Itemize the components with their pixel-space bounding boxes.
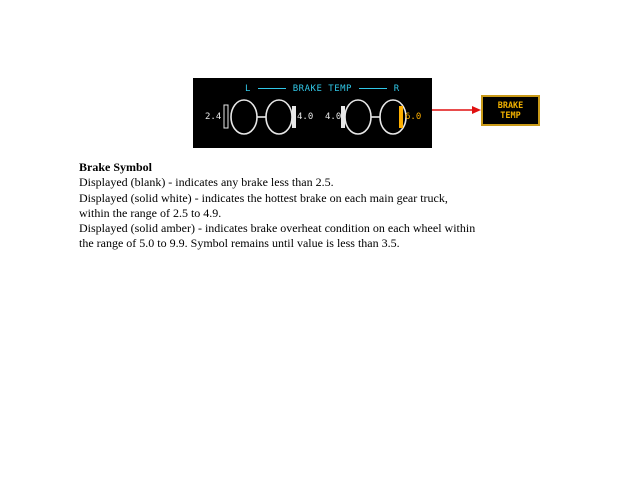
arrow-icon bbox=[432, 104, 482, 116]
description-line: within the range of 2.5 to 4.9. bbox=[79, 205, 222, 220]
left-inner-brake-temp: 4.0 bbox=[297, 112, 314, 122]
right-inner-brake-temp: 4.0 bbox=[325, 112, 342, 122]
right-outer-brake-indicator bbox=[399, 106, 403, 128]
brake-temp-title: BRAKE TEMP bbox=[292, 84, 352, 94]
brake-temp-caution-message bbox=[481, 95, 540, 126]
left-inner-brake-indicator bbox=[292, 106, 296, 128]
description-line: the range of 5.0 to 9.9. Symbol remains until value is less than 3.5. bbox=[79, 236, 400, 251]
left-outer-brake-temp: 2.4 bbox=[205, 112, 222, 122]
right-inner-wheel bbox=[345, 100, 371, 134]
left-outer-wheel bbox=[231, 100, 257, 134]
right-gear-symbol bbox=[341, 100, 406, 134]
right-label: R bbox=[393, 84, 400, 94]
caution-line-2: TEMP bbox=[500, 111, 521, 121]
description-line: Displayed (blank) - indicates any brake less than 2.5. bbox=[79, 175, 334, 190]
left-inner-wheel bbox=[266, 100, 292, 134]
section-heading: Brake Symbol bbox=[79, 160, 153, 174]
caution-line-1: BRAKE bbox=[497, 101, 524, 111]
description-line: Displayed (solid amber) - indicates brake overheat condition on each wheel within bbox=[79, 221, 476, 236]
right-outer-brake-temp: 6.0 bbox=[405, 112, 422, 122]
brake-symbol-description bbox=[79, 160, 559, 252]
description-line: Displayed (solid white) - indicates the hottest brake on each main gear truck, bbox=[79, 190, 448, 205]
left-outer-brake-indicator bbox=[224, 105, 228, 128]
left-label: L bbox=[245, 84, 251, 94]
brake-temp-display bbox=[193, 78, 432, 148]
left-gear-symbol bbox=[224, 100, 296, 134]
